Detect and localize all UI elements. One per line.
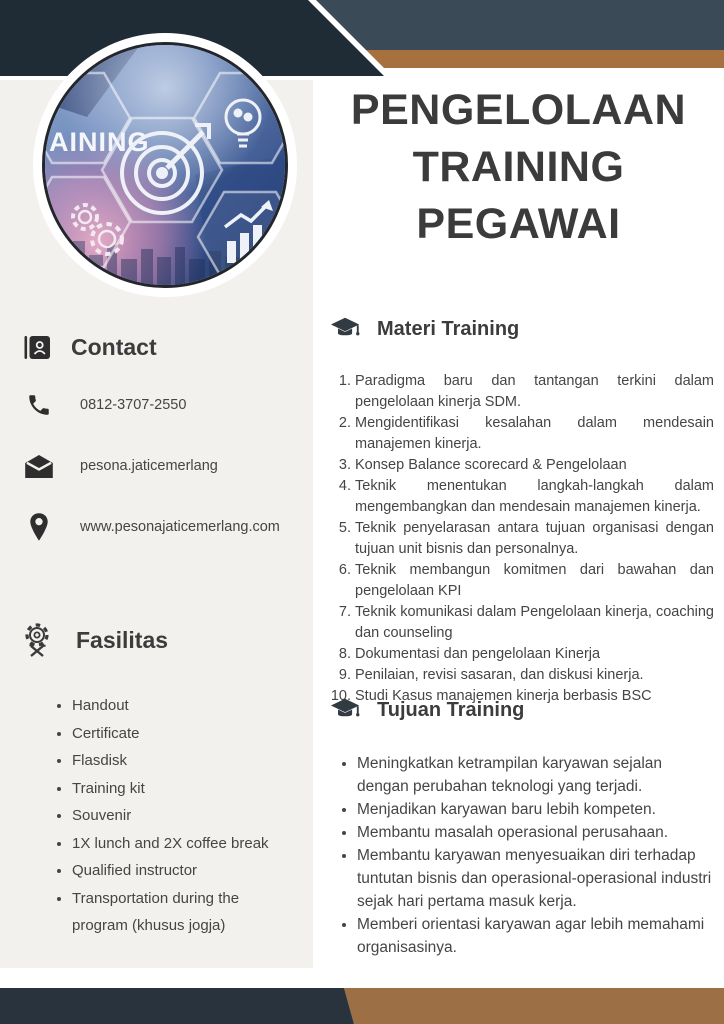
fasilitas-list xyxy=(22,692,277,940)
graduation-cap-icon xyxy=(330,697,362,723)
contact-heading xyxy=(24,334,299,361)
graduation-cap-icon xyxy=(330,316,362,342)
materi-item: 4. Teknik menentukan langkah-langkah dalam mengembangkan dan mendesain manajemen kinerja. xyxy=(355,476,714,518)
materi-item: 1. Paradigma baru dan tantangan terkini dalam pengelolaan kinerja SDM. xyxy=(355,371,714,413)
materi-item: 8. Dokumentasi dan pengelolaan Kinerja xyxy=(355,644,714,665)
tujuan-training-section xyxy=(330,697,714,959)
title-line-1: PENGELOLAAN xyxy=(350,86,687,134)
gear-tools-icon xyxy=(22,622,54,658)
phone-icon xyxy=(24,392,54,418)
contact-phone-value: 0812-3707-2550 xyxy=(80,397,187,413)
materi-item: 2. Mengidentifikasi kesalahan dalam mendesain manajemen kinerja. xyxy=(355,413,714,455)
fasilitas-section xyxy=(22,622,297,940)
fasilitas-heading-label: Fasilitas xyxy=(76,626,169,653)
contact-section xyxy=(24,334,299,544)
materi-list xyxy=(330,371,714,707)
contact-email-value: pesona.jaticemerlang xyxy=(80,458,218,474)
materi-heading-label: Materi Training xyxy=(377,317,520,340)
materi-item: 9. Penilaian, revisi sasaran, dan diskusi kinerja. xyxy=(355,665,714,686)
page-title xyxy=(313,82,724,253)
envelope-icon xyxy=(24,455,54,478)
tujuan-item: • Membantu masalah operasional perusahaan. xyxy=(357,821,714,844)
fasilitas-item: • Souvenir xyxy=(72,802,277,830)
contact-website-value: www.pesonajaticemerlang.com xyxy=(80,519,280,535)
contact-website-row xyxy=(24,510,299,544)
fasilitas-item: • Certificate xyxy=(72,720,277,748)
fasilitas-item: • Training kit xyxy=(72,775,277,803)
fasilitas-item: • Handout xyxy=(72,692,277,720)
fasilitas-item: • Flasdisk xyxy=(72,747,277,775)
fasilitas-item: • 1X lunch and 2X coffee break xyxy=(72,830,277,858)
tujuan-item: • Meningkatkan ketrampilan karyawan sejalan dengan perubahan teknologi yang terjadi. xyxy=(357,752,714,798)
title-line-2: TRAINING xyxy=(412,143,625,191)
tujuan-item: • Memberi orientasi karyawan agar lebih memahami organisasinya. xyxy=(357,913,714,959)
title-line-3: PEGAWAI xyxy=(416,200,621,248)
fasilitas-item: • Transportation during the program (khusus jogja) xyxy=(72,885,277,940)
hero-training-image xyxy=(42,42,288,288)
materi-item: 10. Studi Kasus manajemen kinerja berbasis BSC xyxy=(355,686,714,707)
materi-item: 3. Konsep Balance scorecard & Pengelolaan xyxy=(355,455,714,476)
contact-heading-label: Contact xyxy=(71,334,157,360)
materi-training-heading xyxy=(330,316,714,342)
tujuan-training-heading xyxy=(330,697,714,723)
fasilitas-item: • Qualified instructor xyxy=(72,857,277,885)
contact-email-row xyxy=(24,449,299,483)
materi-item: 5. Teknik penyelarasan antara tujuan organisasi dengan tujuan unit bisnis dan personalnya. xyxy=(355,518,714,560)
location-pin-icon xyxy=(24,512,54,542)
contact-phone-row xyxy=(24,388,299,422)
tujuan-item: • Membantu karyawan menyesuaikan diri terhadap tuntutan bisnis dan operasional-operasional industri sejak hari pertama masuk kerja. xyxy=(357,844,714,913)
materi-training-section xyxy=(330,316,714,707)
hero-image-frame xyxy=(33,33,297,297)
tujuan-heading-label: Tujuan Training xyxy=(377,698,525,721)
materi-item: 7. Teknik komunikasi dalam Pengelolaan kinerja, coaching dan counseling xyxy=(355,602,714,644)
fasilitas-heading xyxy=(22,622,297,658)
hero-image-word: AINING xyxy=(49,127,150,157)
contact-book-icon xyxy=(24,334,51,361)
tujuan-item: • Menjadikan karyawan baru lebih kompeten. xyxy=(357,798,714,821)
bottom-decorative-band xyxy=(0,988,724,1024)
tujuan-list xyxy=(330,752,714,959)
materi-item: 6. Teknik membangun komitmen dari bawahan dan pengelolaan KPI xyxy=(355,560,714,602)
